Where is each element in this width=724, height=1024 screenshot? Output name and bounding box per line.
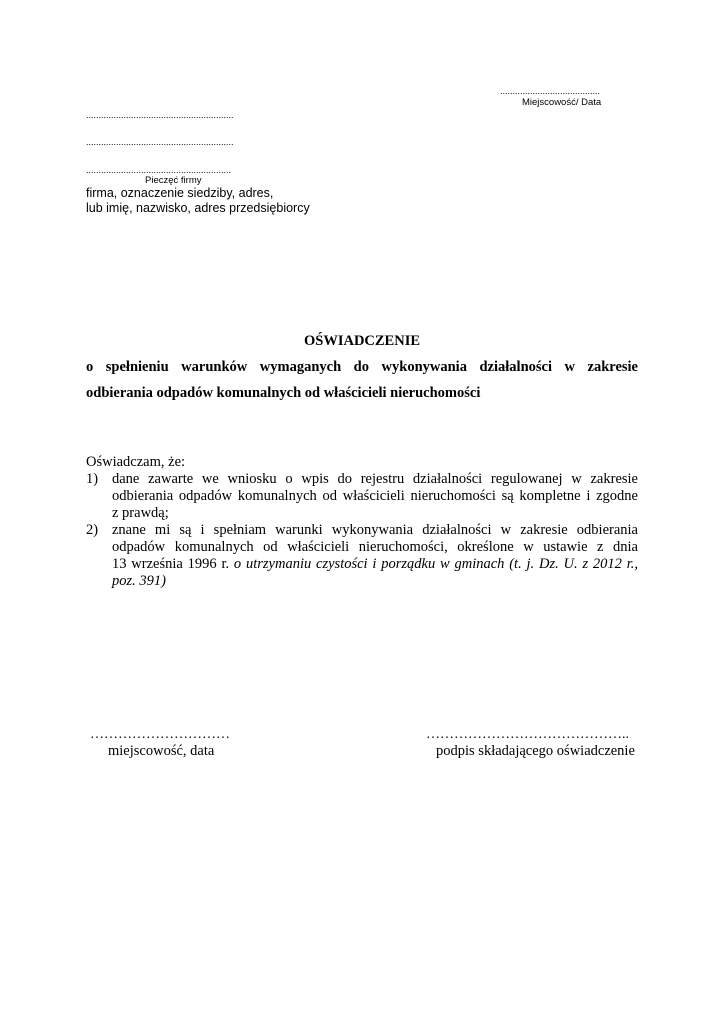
declaration-intro: Oświadczam, że: bbox=[86, 454, 186, 470]
document-subtitle-line-1: o spełnieniu warunków wymaganych do wykonywania działalności w zakresie bbox=[86, 359, 638, 375]
document-subtitle-line-2: odbierania odpadów komunalnych od właścicieli nieruchomości bbox=[86, 385, 481, 401]
item-line: z prawdą; bbox=[112, 505, 169, 521]
stamp-dotted-line-2: ........................................................... bbox=[86, 137, 234, 147]
place-date-dotted-line: ........................................ bbox=[500, 86, 601, 96]
signer-signature-line: …………………………………….. bbox=[426, 727, 629, 742]
declaration-item-2 bbox=[86, 522, 638, 590]
place-date-signature-line: ………………………… bbox=[90, 727, 230, 742]
act-title-text: o utrzymaniu czystości i porządku w gminach (t. j. Dz. U. z 2012 r., bbox=[233, 556, 638, 572]
item-line: dane zawarte we wniosku o wpis do rejestru działalności regulowanej w zakresie bbox=[112, 471, 638, 487]
company-info-line-2: lub imię, nazwisko, adres przedsiębiorcy bbox=[86, 201, 310, 215]
declaration-item-1 bbox=[86, 471, 638, 522]
company-info-line-1: firma, oznaczenie siedziby, adres, bbox=[86, 186, 274, 200]
signer-signature-label: podpis składającego oświadczenie bbox=[436, 743, 635, 759]
item-line: odpadów komunalnych od właścicieli nieruchomości, określone w ustawie z dnia bbox=[112, 539, 638, 555]
act-position-text: poz. 391) bbox=[112, 573, 166, 589]
act-date-text: 13 września 1996 r. bbox=[112, 556, 234, 572]
item-line: odbierania odpadów komunalnych od właścicieli nieruchomości są kompletne i zgodne bbox=[112, 488, 638, 504]
item-line-with-act-reference bbox=[112, 556, 638, 573]
place-date-signature-label: miejscowość, data bbox=[108, 743, 215, 759]
place-date-label: Miejscowość/ Data bbox=[522, 97, 602, 108]
item-line: znane mi są i spełniam warunki wykonywania działalności w zakresie odbierania bbox=[112, 522, 638, 538]
item-number: 2) bbox=[86, 522, 99, 538]
document-title: OŚWIADCZENIE bbox=[303, 333, 421, 349]
stamp-dotted-line-3: .......................................................... bbox=[86, 165, 232, 175]
stamp-dotted-line-1: ........................................................... bbox=[86, 110, 234, 120]
stamp-label: Pieczęć firmy bbox=[145, 175, 202, 186]
item-number: 1) bbox=[86, 471, 99, 487]
